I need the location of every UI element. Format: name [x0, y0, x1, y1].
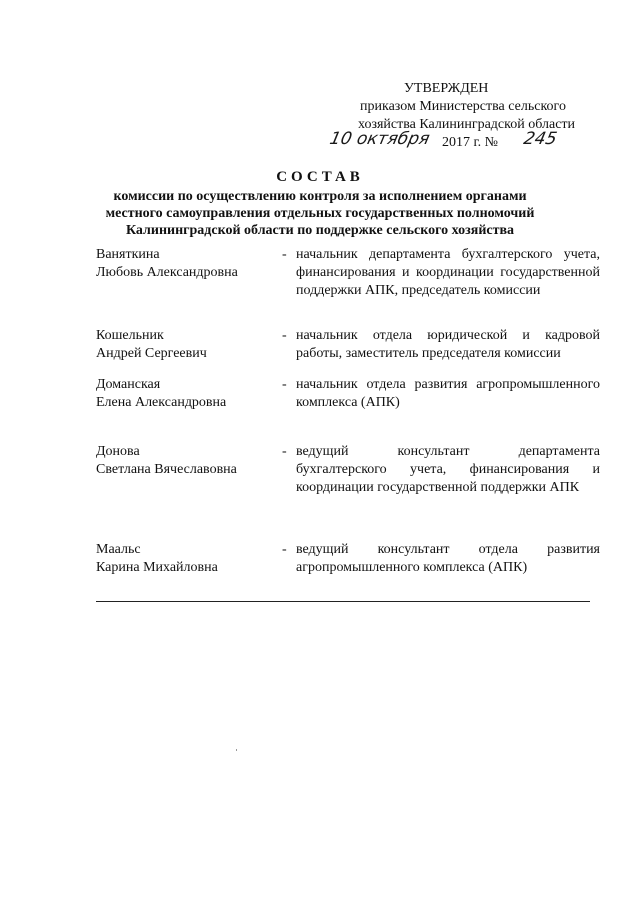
- member-name: [96, 376, 276, 412]
- member-dash: -: [282, 542, 287, 557]
- order-line-1: приказом Министерства сельского: [360, 99, 566, 114]
- closing-divider: [96, 601, 590, 602]
- document-title: [70, 168, 570, 239]
- member-role: начальник отдела развития агропромышленного комплекса (АПК): [296, 377, 600, 410]
- member-name: [96, 327, 276, 363]
- member-given-name: Светлана Вячеславовна: [96, 462, 237, 477]
- member-dash: -: [282, 247, 287, 262]
- handwritten-date: 10 октября: [327, 129, 432, 149]
- member-name: [96, 443, 276, 479]
- member-given-name: Любовь Александровна: [96, 265, 238, 280]
- member-surname: Ваняткина: [96, 247, 160, 262]
- member-given-name: Андрей Сергеевич: [96, 346, 207, 361]
- approved-label: УТВЕРЖДЕН: [404, 81, 489, 96]
- member-surname: Кошельник: [96, 328, 164, 343]
- member-role: начальник департамента бухгалтерского учета, финансирования и координации государственной поддержки АПК, председатель комиссии: [296, 247, 600, 298]
- member-role: ведущий консультант департамента бухгалтерского учета, финансирования и координации государственной поддержки АПК: [296, 444, 600, 495]
- member-surname: Маальс: [96, 542, 141, 557]
- member-role: начальник отдела юридической и кадровой работы, заместитель председателя комиссии: [296, 328, 600, 361]
- member-surname: Доманская: [96, 377, 161, 392]
- title-main: СОСТАВ: [276, 169, 364, 185]
- approval-stamp-block: [327, 80, 600, 156]
- title-line-2: местного самоуправления отдельных государственных полномочий: [105, 206, 535, 221]
- handwritten-order-number: 245: [521, 129, 559, 149]
- member-name: [96, 246, 276, 282]
- member-name: [96, 541, 276, 577]
- member-surname: Донова: [96, 444, 140, 459]
- member-role: ведущий консультант отдела развития агропромышленного комплекса (АПК): [296, 542, 600, 575]
- member-dash: -: [282, 328, 287, 343]
- order-date-line: [327, 129, 600, 156]
- title-line-1: комиссии по осуществлению контроля за исполнением органами: [113, 189, 527, 204]
- member-given-name: Елена Александровна: [96, 395, 227, 410]
- order-line-2: хозяйства Калининградской области: [358, 117, 576, 132]
- order-year-number-label: 2017 г. №: [442, 135, 499, 150]
- title-line-3: Калининградской области по поддержке сельского хозяйства: [125, 223, 515, 238]
- scan-speck: [236, 749, 237, 751]
- member-dash: -: [282, 377, 287, 392]
- member-given-name: Карина Михайловна: [96, 560, 218, 575]
- member-dash: -: [282, 444, 287, 459]
